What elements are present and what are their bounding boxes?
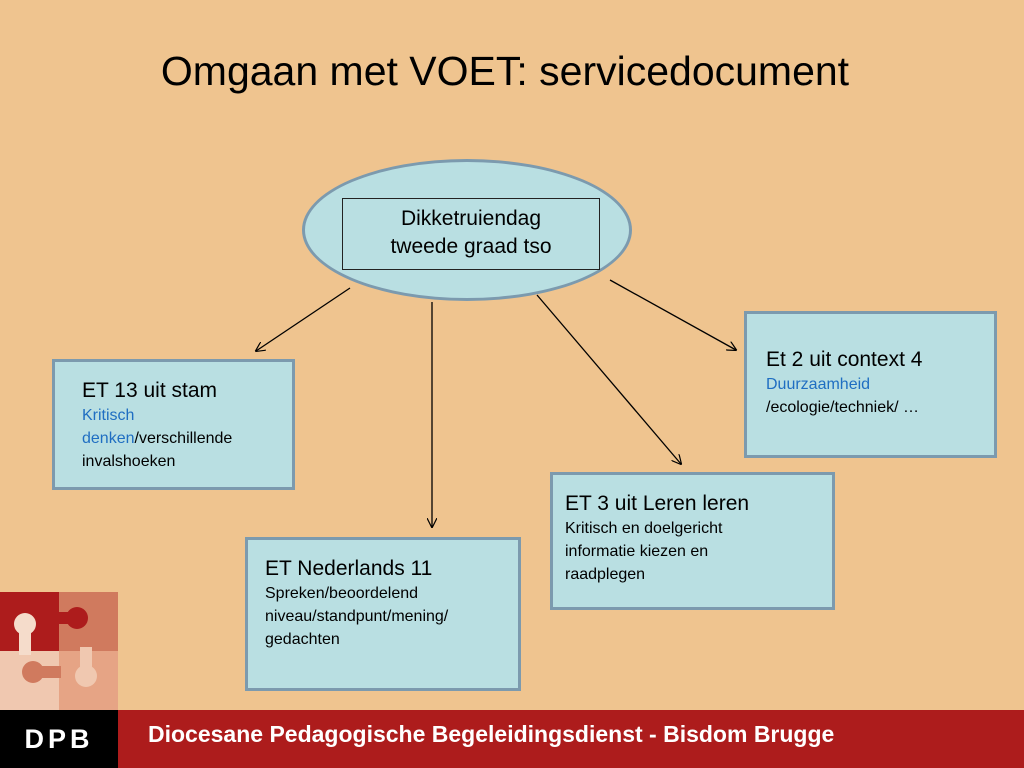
box-et2: [744, 311, 997, 458]
et3-line-2: informatie kiezen en: [565, 543, 709, 560]
et13-blue-2: denken: [82, 430, 135, 447]
puzzle-logo-icon: [0, 592, 118, 710]
et3-line-3: raadplegen: [565, 566, 646, 583]
et13-blue-1: Kritisch: [82, 407, 135, 424]
et2-line-3: /ecologie/techniek/ …: [766, 399, 919, 416]
et2-heading: Et 2 uit context 4: [766, 348, 923, 371]
box-nederlands-11: [245, 537, 521, 691]
center-line-2: tweede graad tso: [390, 235, 552, 258]
arrow-to-et3: [537, 295, 681, 464]
arrow-to-et2: [610, 280, 736, 350]
center-line-1: Dikketruiendag: [400, 207, 542, 230]
nl11-heading: ET Nederlands 11: [265, 557, 433, 580]
box-et13: [52, 359, 295, 490]
arrow-to-et13: [256, 288, 350, 351]
footer-text: Diocesane Pedagogische Begeleidingsdienst - Bisdom Brugge: [148, 721, 835, 747]
center-topic: [342, 198, 600, 270]
nl11-line-1: Spreken/beoordelend: [265, 585, 419, 602]
et13-line-3: invalshoeken: [82, 453, 176, 470]
dpb-logo: DPB: [0, 710, 118, 768]
nl11-line-2: niveau/standpunt/mening/: [265, 608, 449, 625]
et3-heading: ET 3 uit Leren leren: [565, 492, 750, 515]
nl11-line-3: gedachten: [265, 631, 340, 648]
et2-blue: Duurzaamheid: [766, 376, 871, 393]
slide-title: Omgaan met VOET: servicedocument: [160, 48, 850, 94]
et13-rest: /verschillende: [134, 430, 233, 447]
et13-heading: ET 13 uit stam: [82, 379, 218, 402]
et3-line-1: Kritisch en doelgericht: [565, 520, 723, 537]
box-et3: [550, 472, 835, 610]
